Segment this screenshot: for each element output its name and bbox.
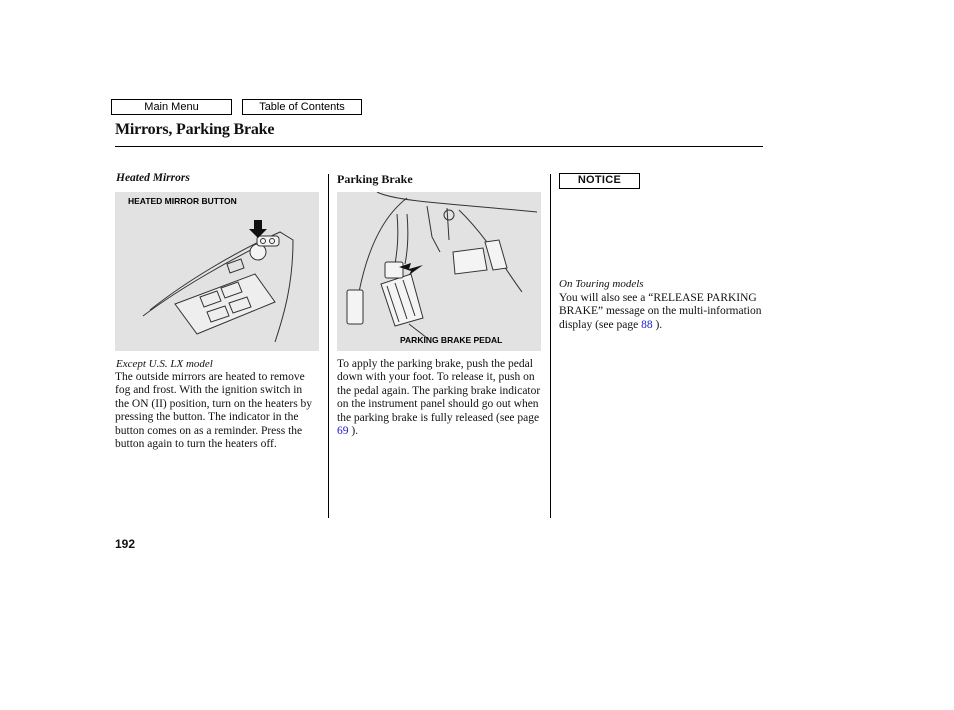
door-panel-drawing — [115, 192, 319, 351]
parking-brake-heading: Parking Brake — [337, 172, 413, 186]
heated-mirrors-heading: Heated Mirrors — [116, 172, 190, 184]
parking-brake-illustration — [337, 192, 541, 351]
page-number: 192 — [115, 537, 136, 551]
parking-brake-page-link[interactable]: 69 — [337, 425, 349, 438]
column-divider-right — [550, 174, 551, 518]
notice-badge: NOTICE — [559, 173, 640, 189]
table-of-contents-button[interactable]: Table of Contents — [242, 99, 362, 115]
pedal-area-drawing — [337, 192, 541, 351]
column-divider-left — [328, 174, 329, 518]
main-menu-button[interactable]: Main Menu — [111, 99, 232, 115]
heated-mirrors-body: The outside mirrors are heated to remove fog and frost. With the ignition switch in the ON (II) position, turn on the heaters by pressing the button. The indicator in the button comes on as a reminder. Press the button again to turn the heaters off. — [115, 371, 313, 451]
parking-brake-body: To apply the parking brake, push the pedal down with your foot. To release it, push on the pedal again. The parking brake indicator on the instrument panel should go out when the parking brake is fully released (see page 69 ). — [337, 358, 541, 438]
heated-mirrors-model-note: Except U.S. LX model — [116, 358, 213, 370]
parking-brake-pedal-callout: PARKING BRAKE PEDAL — [400, 335, 503, 345]
pointer-arrow-icon — [249, 220, 267, 238]
title-divider — [115, 146, 763, 147]
heated-mirror-illustration — [115, 192, 319, 351]
page-title: Mirrors, Parking Brake — [115, 121, 275, 138]
notice-page-link[interactable]: 88 — [641, 318, 653, 331]
heated-mirror-button-callout: HEATED MIRROR BUTTON — [128, 196, 237, 206]
notice-body: You will also see a “RELEASE PARKING BRAKE” message on the multi-information display (see page 88 ). — [559, 292, 762, 331]
touring-model-note: On Touring models — [559, 278, 644, 290]
